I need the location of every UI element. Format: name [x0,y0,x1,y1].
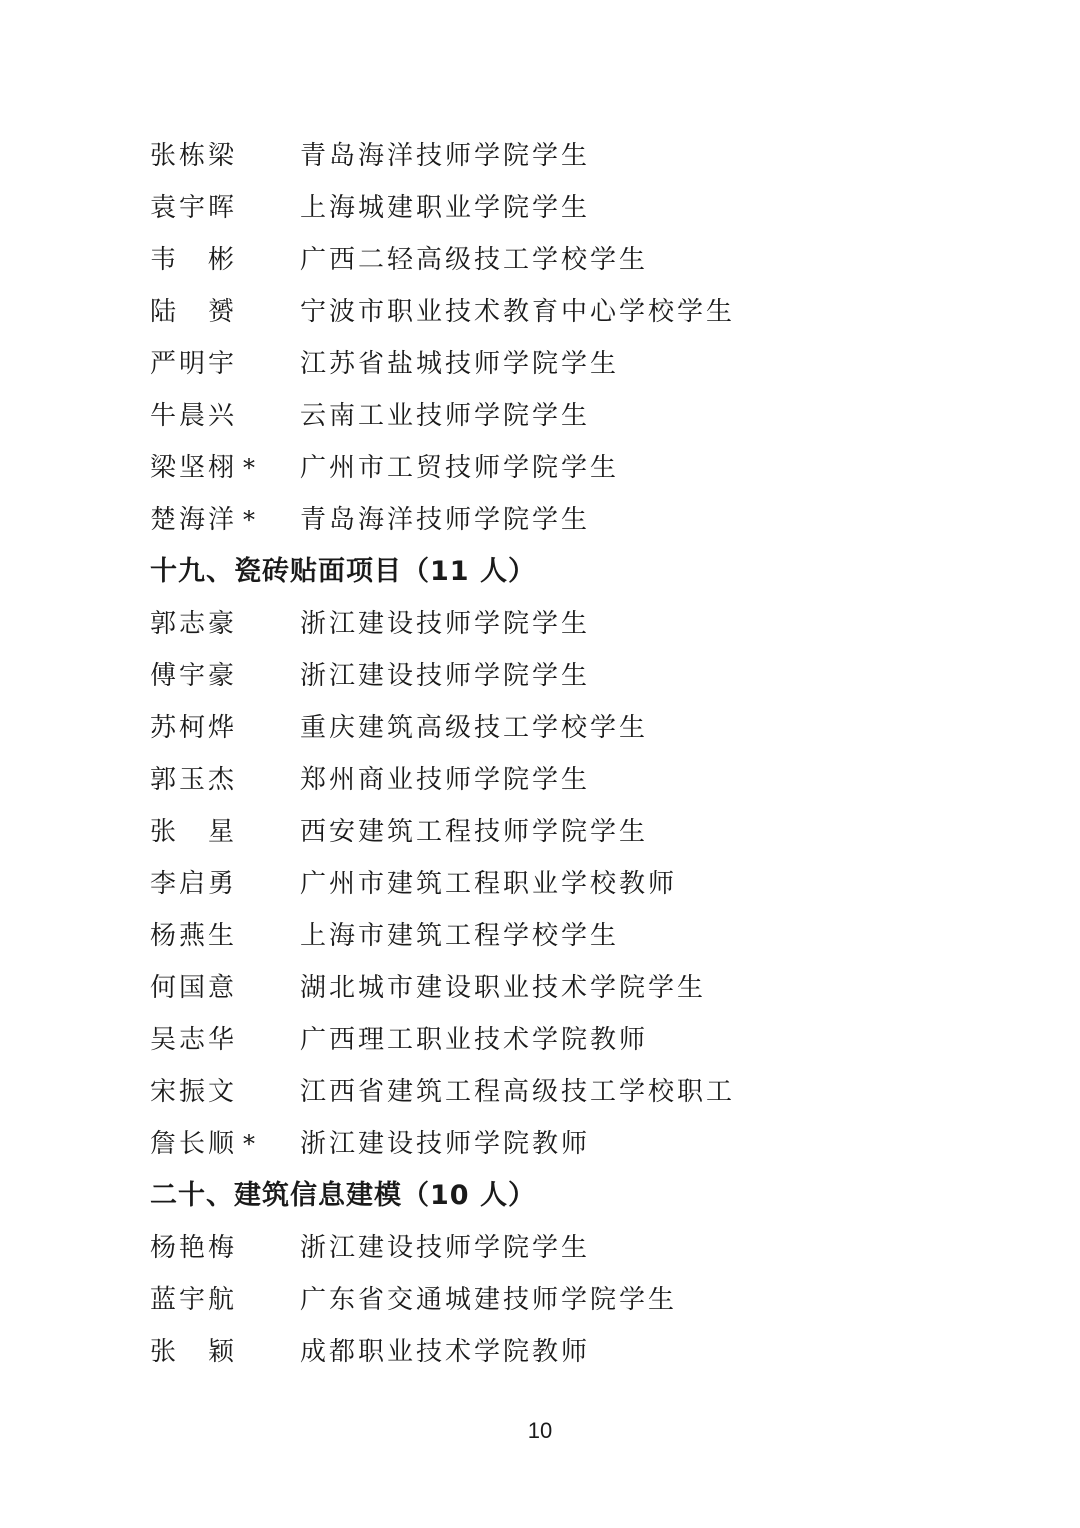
person-name: 牛晨兴 [150,401,238,431]
list-item [150,962,1010,1014]
person-name: 杨艳梅 [150,1233,238,1263]
person-name: 宋振文 [150,1077,238,1107]
person-name: 严明宇 [150,349,238,379]
person-name-cell [150,806,300,858]
person-name-cell [150,1326,300,1378]
person-name-cell [150,1066,300,1118]
organization: 青岛海洋技师学院学生 [300,141,591,171]
person-name: 韦彬 [150,245,267,275]
organization: 浙江建设技师学院教师 [300,1129,591,1159]
person-name: 陆赟 [150,297,267,327]
person-name: 苏柯烨 [150,713,238,743]
section [150,546,1010,1170]
person-name: 郭志豪 [150,609,238,639]
organization: 广东省交通城建技师学院学生 [300,1285,678,1315]
list-item [150,390,1010,442]
organization: 广州市建筑工程职业学校教师 [300,869,678,899]
organization: 广西二轻高级技工学校学生 [300,245,649,275]
person-name-cell [150,182,300,234]
list-item [150,234,1010,286]
asterisk-mark: * [243,454,256,482]
person-name: 蓝宇航 [150,1285,238,1315]
asterisk-mark: * [243,506,256,534]
person-name-cell [150,598,300,650]
list-item [150,650,1010,702]
person-name: 张颖 [150,1337,267,1367]
person-name: 杨燕生 [150,921,238,951]
organization: 上海城建职业学院学生 [300,193,591,223]
organization: 浙江建设技师学院学生 [300,609,591,639]
organization: 浙江建设技师学院学生 [300,661,591,691]
list-item [150,1118,1010,1170]
organization: 江西省建筑工程高级技工学校职工 [300,1077,736,1107]
list-item [150,442,1010,494]
list-item [150,754,1010,806]
person-name-cell [150,910,300,962]
person-name-cell [150,338,300,390]
person-name-cell [150,702,300,754]
organization: 宁波市职业技术教育中心学校学生 [300,297,736,327]
list-item [150,1066,1010,1118]
person-name: 梁坚栩 [150,453,238,483]
person-name-cell [150,442,300,494]
page-number: 10 [527,1418,553,1443]
list-item [150,1222,1010,1274]
organization: 广州市工贸技师学院学生 [300,453,620,483]
person-name: 李启勇 [150,869,238,899]
organization: 郑州商业技师学院学生 [300,765,591,795]
organization: 湖北城市建设职业技术学院学生 [300,973,707,1003]
person-name: 傅宇豪 [150,661,238,691]
organization: 广西理工职业技术学院教师 [300,1025,649,1055]
section-heading: 十九、瓷砖贴面项目（11 人） [150,556,536,587]
person-name-cell [150,234,300,286]
organization: 青岛海洋技师学院学生 [300,505,591,535]
person-name: 袁宇晖 [150,193,238,223]
person-name-cell [150,1014,300,1066]
person-name-cell [150,390,300,442]
list-item [150,598,1010,650]
person-name-cell [150,286,300,338]
person-name: 郭玉杰 [150,765,238,795]
person-name-cell [150,1222,300,1274]
organization: 重庆建筑高级技工学校学生 [300,713,649,743]
person-name: 詹长顺 [150,1129,238,1159]
section [150,1170,1010,1378]
person-name-cell [150,754,300,806]
person-name: 楚海洋 [150,505,238,535]
list-item [150,286,1010,338]
organization: 成都职业技术学院教师 [300,1337,591,1367]
list-item [150,130,1010,182]
person-name: 吴志华 [150,1025,238,1055]
list-item [150,702,1010,754]
organization: 云南工业技师学院学生 [300,401,591,431]
list-item [150,910,1010,962]
person-name: 何国意 [150,973,238,1003]
person-name: 张星 [150,817,267,847]
person-name-cell [150,962,300,1014]
person-name-cell [150,650,300,702]
list-item [150,1274,1010,1326]
organization: 上海市建筑工程学校学生 [300,921,620,951]
asterisk-mark: * [243,1130,256,1158]
document-body [150,130,1010,1378]
list-item [150,494,1010,546]
list-item [150,182,1010,234]
organization: 江苏省盐城技师学院学生 [300,349,620,379]
person-name-cell [150,858,300,910]
organization: 西安建筑工程技师学院学生 [300,817,649,847]
person-name-cell [150,130,300,182]
section [150,130,1010,546]
list-item [150,1326,1010,1378]
section-heading: 二十、建筑信息建模（10 人） [150,1180,536,1211]
list-item [150,858,1010,910]
person-name-cell [150,1274,300,1326]
person-name: 张栋梁 [150,141,238,171]
person-name-cell [150,1118,300,1170]
list-item [150,1014,1010,1066]
list-item [150,806,1010,858]
list-item [150,338,1010,390]
person-name-cell [150,494,300,546]
organization: 浙江建设技师学院学生 [300,1233,591,1263]
